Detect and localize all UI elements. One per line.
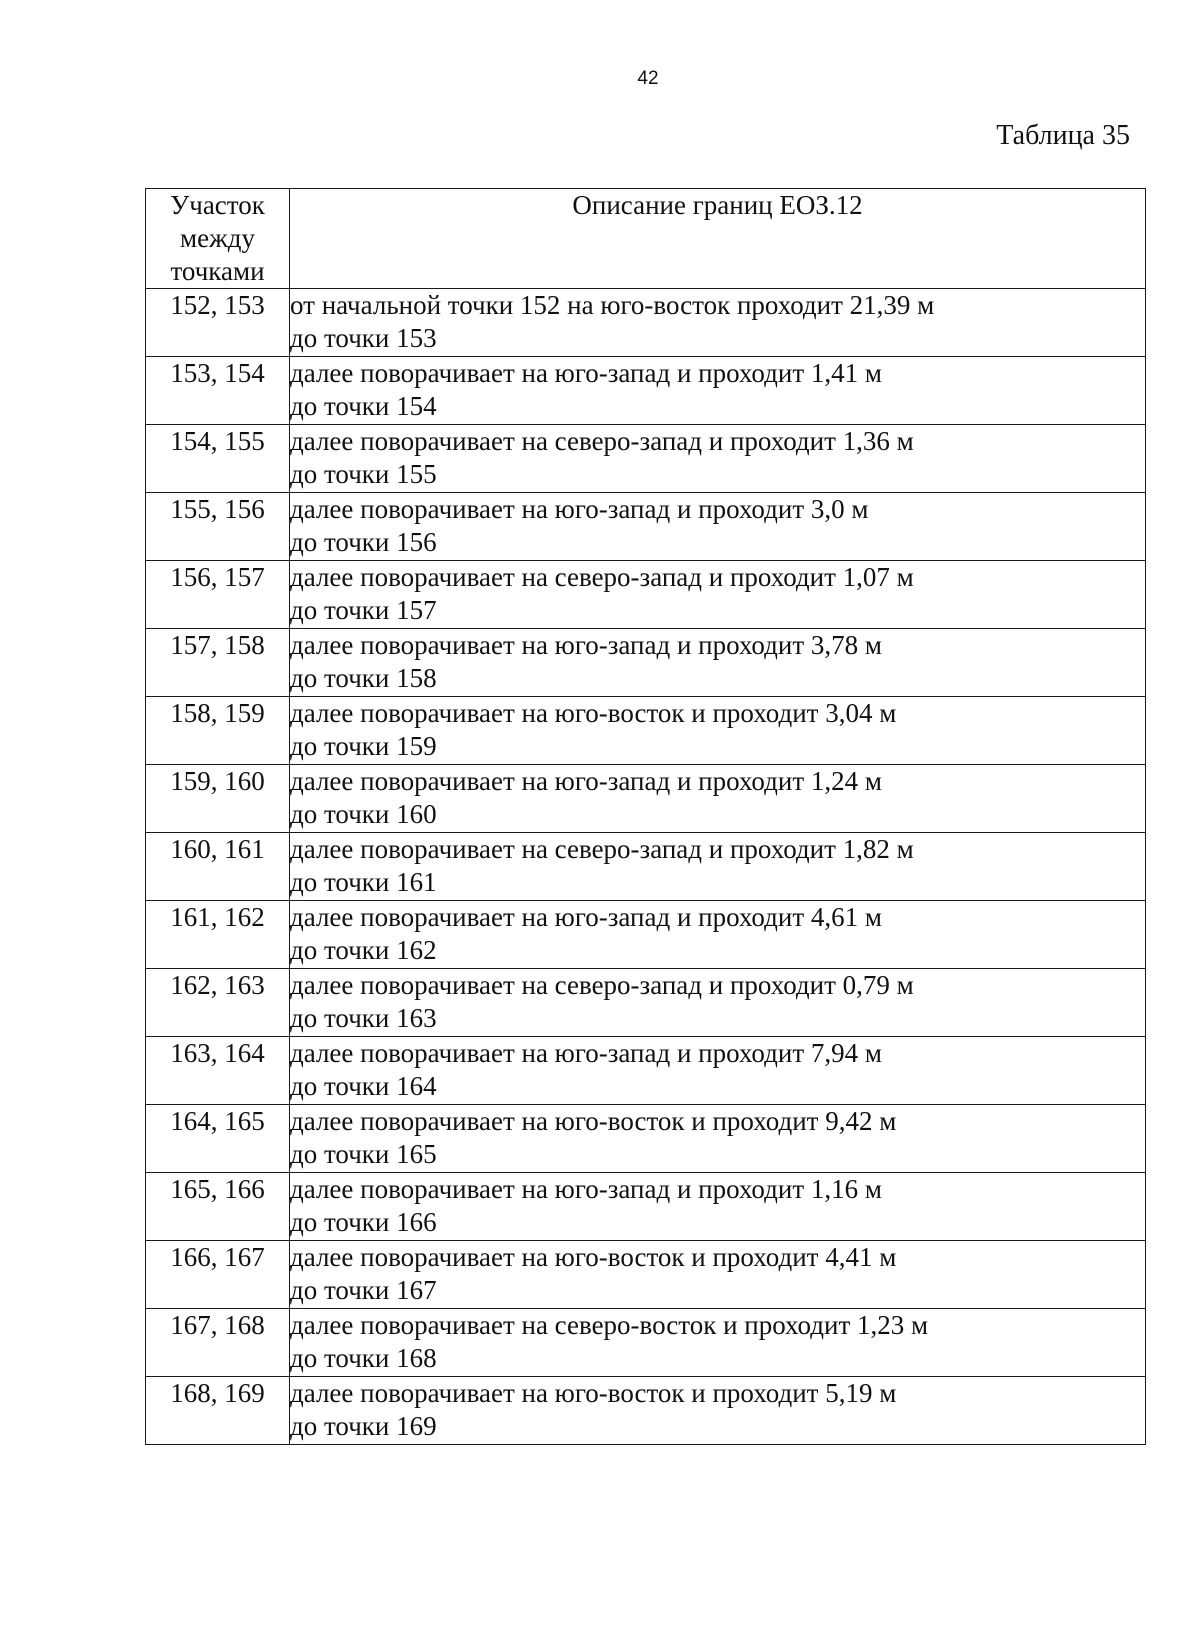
- segment-cell: 152, 153: [146, 289, 290, 357]
- table-row: [146, 969, 1146, 1037]
- segment-cell: 155, 156: [146, 493, 290, 561]
- description-line: до точки 166: [290, 1207, 437, 1237]
- table-row: [146, 1173, 1146, 1241]
- description-line: до точки 160: [290, 799, 437, 829]
- description-line: далее поворачивает на юго-запад и проходит 3,0 м: [290, 494, 869, 524]
- description-cell: [290, 629, 1146, 697]
- description-line: далее поворачивает на юго-запад и проходит 1,41 м: [290, 358, 882, 388]
- segment-cell: 163, 164: [146, 1037, 290, 1105]
- description-cell: [290, 1377, 1146, 1445]
- boundary-description-table: [145, 188, 1146, 1445]
- description-line: далее поворачивает на юго-запад и проходит 4,61 м: [290, 902, 882, 932]
- description-cell: [290, 1173, 1146, 1241]
- table-row: [146, 765, 1146, 833]
- description-cell: [290, 1105, 1146, 1173]
- segment-cell: 158, 159: [146, 697, 290, 765]
- description-line: далее поворачивает на северо-запад и проходит 1,07 м: [290, 562, 914, 592]
- header-segment: [146, 189, 290, 289]
- description-cell: [290, 289, 1146, 357]
- table-row: [146, 425, 1146, 493]
- description-cell: [290, 1037, 1146, 1105]
- description-line: до точки 168: [290, 1343, 437, 1373]
- table-row: [146, 833, 1146, 901]
- segment-cell: 159, 160: [146, 765, 290, 833]
- description-line: до точки 163: [290, 1003, 437, 1033]
- description-line: далее поворачивает на северо-запад и проходит 1,82 м: [290, 834, 914, 864]
- segment-cell: 156, 157: [146, 561, 290, 629]
- description-line: далее поворачивает на юго-запад и проходит 1,24 м: [290, 766, 882, 796]
- table-row: [146, 1105, 1146, 1173]
- description-line: до точки 153: [290, 323, 437, 353]
- segment-cell: 160, 161: [146, 833, 290, 901]
- segment-cell: 165, 166: [146, 1173, 290, 1241]
- description-line: до точки 161: [290, 867, 437, 897]
- table-row: [146, 697, 1146, 765]
- description-line: далее поворачивает на юго-восток и проходит 3,04 м: [290, 698, 897, 728]
- segment-cell: 154, 155: [146, 425, 290, 493]
- description-cell: [290, 561, 1146, 629]
- description-line: до точки 167: [290, 1275, 437, 1305]
- table-body: [146, 289, 1146, 1445]
- segment-cell: 167, 168: [146, 1309, 290, 1377]
- table-row: [146, 1241, 1146, 1309]
- segment-cell: 164, 165: [146, 1105, 290, 1173]
- description-cell: [290, 765, 1146, 833]
- table-row: [146, 1377, 1146, 1445]
- description-cell: [290, 1309, 1146, 1377]
- page-number: 42: [637, 68, 659, 89]
- description-cell: [290, 357, 1146, 425]
- description-cell: [290, 697, 1146, 765]
- table-row: [146, 289, 1146, 357]
- segment-cell: 161, 162: [146, 901, 290, 969]
- header-segment-line: Участок: [170, 190, 265, 220]
- table-row: [146, 561, 1146, 629]
- description-line: далее поворачивает на юго-запад и проходит 3,78 м: [290, 630, 882, 660]
- description-line: до точки 162: [290, 935, 437, 965]
- description-line: далее поворачивает на юго-восток и проходит 9,42 м: [290, 1106, 897, 1136]
- segment-cell: 162, 163: [146, 969, 290, 1037]
- segment-cell: 168, 169: [146, 1377, 290, 1445]
- description-line: далее поворачивает на юго-запад и проходит 1,16 м: [290, 1174, 882, 1204]
- description-cell: [290, 833, 1146, 901]
- description-cell: [290, 969, 1146, 1037]
- table-row: [146, 357, 1146, 425]
- description-line: до точки 156: [290, 527, 437, 557]
- description-cell: [290, 1241, 1146, 1309]
- description-line: до точки 155: [290, 459, 437, 489]
- description-line: до точки 159: [290, 731, 437, 761]
- description-cell: [290, 901, 1146, 969]
- description-line: до точки 169: [290, 1411, 437, 1441]
- segment-cell: 157, 158: [146, 629, 290, 697]
- header-segment-line: между: [180, 223, 255, 253]
- description-line: до точки 154: [290, 391, 437, 421]
- description-line: до точки 157: [290, 595, 437, 625]
- description-line: далее поворачивает на северо-запад и проходит 0,79 м: [290, 970, 914, 1000]
- description-line: далее поворачивает на северо-запад и проходит 1,36 м: [290, 426, 914, 456]
- table-row: [146, 901, 1146, 969]
- table-row: [146, 1037, 1146, 1105]
- description-line: далее поворачивает на юго-запад и проходит 7,94 м: [290, 1038, 882, 1068]
- segment-cell: 166, 167: [146, 1241, 290, 1309]
- table-header-row: [146, 189, 1146, 289]
- table-row: [146, 493, 1146, 561]
- description-line: до точки 165: [290, 1139, 437, 1169]
- segment-cell: 153, 154: [146, 357, 290, 425]
- table-row: [146, 629, 1146, 697]
- table-caption: Таблица 35: [996, 120, 1130, 151]
- description-line: до точки 164: [290, 1071, 437, 1101]
- description-line: далее поворачивает на юго-восток и проходит 4,41 м: [290, 1242, 897, 1272]
- header-description: Описание границ ЕОЗ.12: [290, 189, 1146, 289]
- description-cell: [290, 425, 1146, 493]
- description-line: от начальной точки 152 на юго-восток проходит 21,39 м: [290, 290, 935, 320]
- header-segment-line: точками: [170, 256, 265, 286]
- description-line: далее поворачивает на северо-восток и проходит 1,23 м: [290, 1310, 929, 1340]
- table-row: [146, 1309, 1146, 1377]
- description-line: до точки 158: [290, 663, 437, 693]
- description-cell: [290, 493, 1146, 561]
- description-line: далее поворачивает на юго-восток и проходит 5,19 м: [290, 1378, 897, 1408]
